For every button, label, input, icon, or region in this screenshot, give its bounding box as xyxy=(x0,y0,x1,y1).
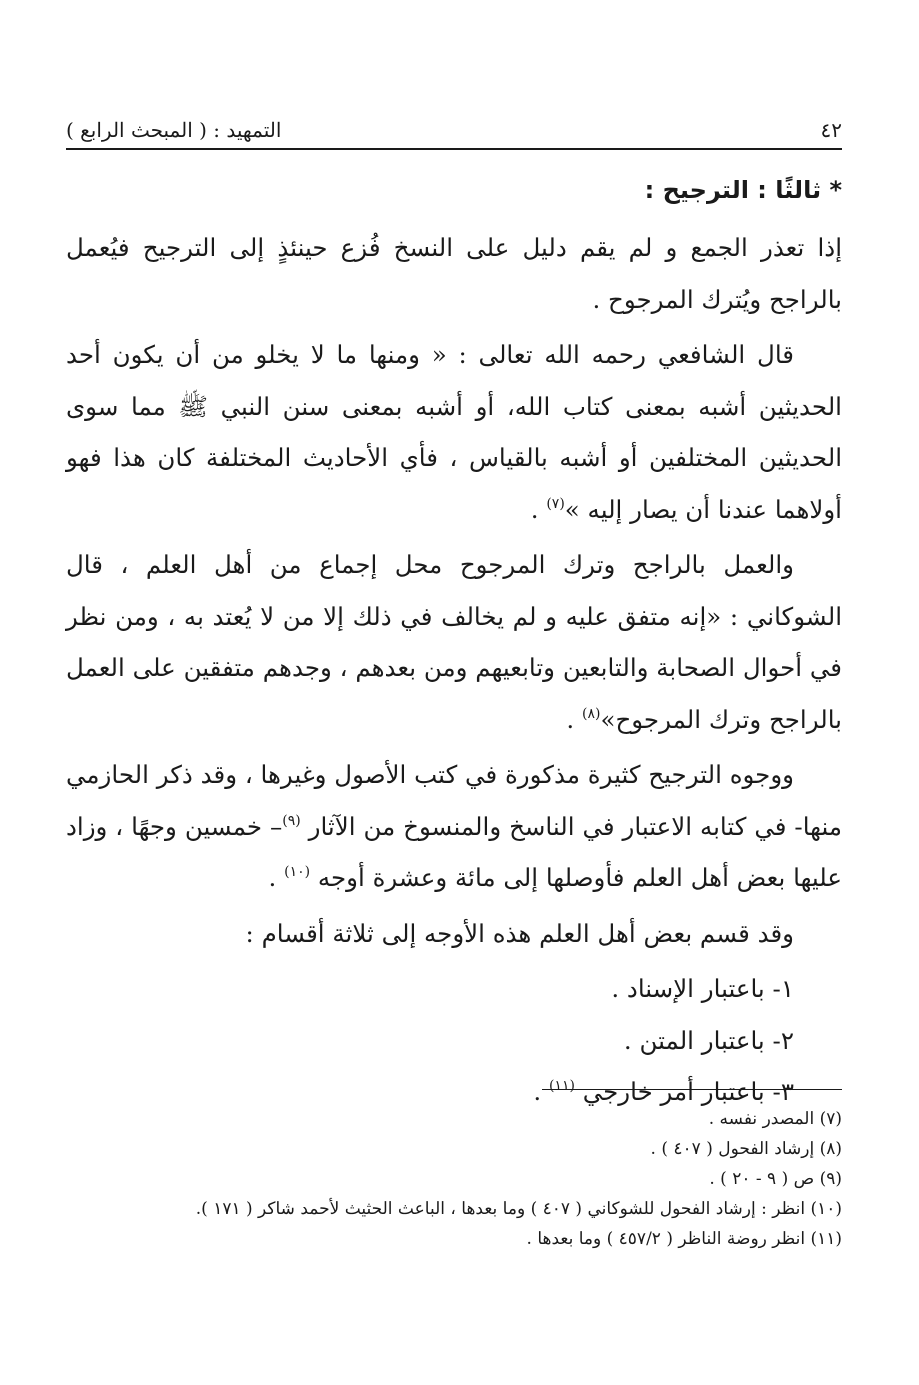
footnote-8: (٨) إرشاد الفحول ( ٤٠٧ ) . xyxy=(650,1139,842,1159)
footnote-7: (٧) المصدر نفسه . xyxy=(708,1109,842,1129)
footnote-ref-7[interactable]: (٧) xyxy=(546,495,565,512)
main-text xyxy=(66,170,842,1118)
footnote-ref-9[interactable]: (٩) xyxy=(282,812,301,829)
page-number: ٤٢ xyxy=(820,118,842,142)
list-item-3: ٣- باعتبار أمر خارجي $^{(١١)}$ . xyxy=(533,1077,794,1106)
footnotes xyxy=(66,1104,842,1254)
list-item-2: ٢- باعتبار المتن . xyxy=(623,1025,794,1055)
footnote-9: (٩) ص ( ٩ - ٢٠ ) . xyxy=(709,1169,842,1189)
paragraph-5: وقد قسم بعض أهل العلم هذه الأوجه إلى ثلاثة أقسام : xyxy=(245,918,794,948)
footnote-ref-11[interactable]: (١١) xyxy=(548,1078,575,1094)
header-divider xyxy=(66,148,842,150)
paragraph-1: إذا تعذر الجمع و لم يقم دليل على النسخ فُزع حينئذٍ إلى الترجيح فيُعمل بالراجح ويُترك المرجوح . xyxy=(66,233,842,314)
footnote-ref-10[interactable]: (١٠) xyxy=(284,864,311,880)
section-heading: * ثالثًا : الترجيح : xyxy=(644,176,842,204)
paragraph-3: والعمل بالراجح وترك المرجوح محل إجماع من أهل العلم ، قال الشوكاني : «إنه متفق عليه و لم يخالف في ذلك إلا من لا يُعتد به ، ومن نظر في أحوال الصحابة والتابعين وتابعيهم ومن بعدهم ، وجدهم متفقين على العمل بالراجح وترك المرجوح»$^{(٨)}$ . xyxy=(66,550,842,734)
list-item-1: ١- باعتبار الإسناد . xyxy=(611,974,794,1003)
footnote-divider xyxy=(542,1089,842,1090)
footnote-11: (١١) انظر روضة الناظر ( ٤٥٧/٢ ) وما بعدها . xyxy=(526,1229,842,1249)
paragraph-2: قال الشافعي رحمه الله تعالى : « ومنها ما لا يخلو من أن يكون أحد الحديثين أشبه بمعنى كتاب الله، أو أشبه بمعنى سنن النبي ﷺ مما سوى الحديثين المختلفين أو أشبه بالقياس ، فأي الأحاديث المختلفة كان هذا فهو أولاهما عندنا أن يصار إليه »$^{(٧)}$ . xyxy=(66,340,842,524)
paragraph-4: ووجوه الترجيح كثيرة مذكورة في كتب الأصول وغيرها ، وقد ذكر الحازمي منها- في كتابه الاعتبار في الناسخ والمنسوخ من الآثار $^{(٩)}$– خمسين وجهًا ، وزاد عليها بعض أهل العلم فأوصلها إلى مائة وعشرة أوجه $^{(١٠)}$ . xyxy=(66,760,842,892)
footnote-ref-8[interactable]: (٨) xyxy=(582,705,601,722)
footnote-10: (١٠) انظر : إرشاد الفحول للشوكاني ( ٤٠٧ ) وما بعدها ، الباعث الحثيث لأحمد شاكر ( ١٧١ ). xyxy=(195,1199,842,1219)
running-title: التمهيد : ( المبحث الرابع ) xyxy=(66,118,282,142)
page-header xyxy=(66,112,842,148)
